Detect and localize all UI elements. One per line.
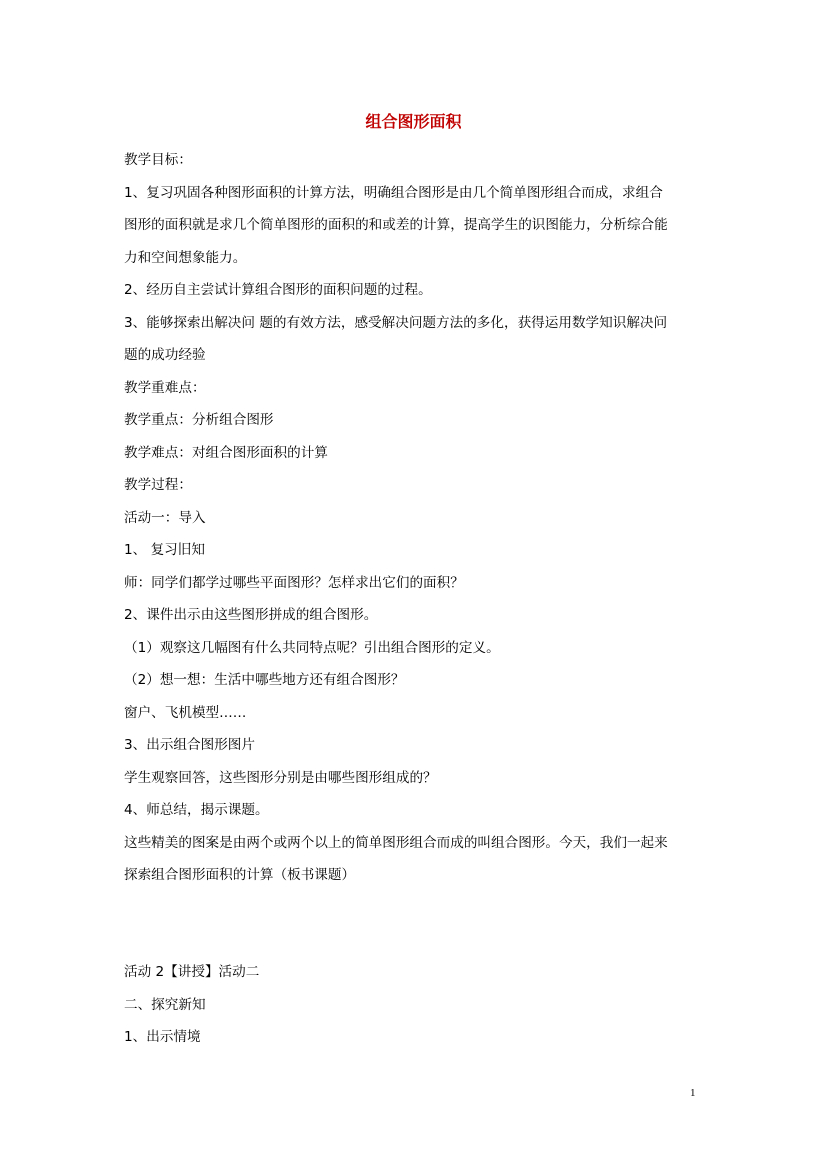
definition-line-2: 探索组合图形面积的计算（板书课题）	[124, 867, 356, 883]
goal-2: 2、经历自主尝试计算组合图形的面积问题的过程。	[124, 282, 432, 298]
goal-1-line-1: 1、复习巩固各种图形面积的计算方法，明确组合图形是由几个简单图形组合而成，求组合	[124, 185, 663, 201]
activity-one-heading: 活动一：导入	[124, 510, 206, 526]
teacher-summary-step: 4、师总结，揭示课题。	[124, 802, 269, 818]
definition-line-1: 这些精美的图案是由两个或两个以上的简单图形组合而成的叫组合图形。今天，我们一起来	[124, 835, 668, 851]
goal-1-line-2: 图形的面积就是求几个简单图形的面积的和或差的计算，提高学生的识图能力，分析综合能	[124, 217, 668, 233]
student-answer-line: 学生观察回答，这些图形分别是由哪些图形组成的？	[124, 770, 437, 786]
document-title: 组合图形面积	[365, 112, 462, 131]
heading-teaching-process: 教学过程：	[124, 477, 192, 493]
difficult-point: 教学难点：对组合图形面积的计算	[124, 445, 328, 461]
key-point: 教学重点：分析组合图形	[124, 412, 274, 428]
heading-key-difficult-points: 教学重难点：	[124, 380, 206, 396]
goal-1-line-3: 力和空间想象能力。	[124, 250, 247, 266]
teacher-question: 师：同学们都学过哪些平面图形？怎样求出它们的面积？	[124, 575, 464, 591]
show-pictures-step: 3、出示组合图形图片	[124, 737, 255, 753]
heading-teaching-goals: 教学目标：	[124, 152, 192, 168]
page-number: 1	[690, 1087, 696, 1099]
think-step: （2）想一想：生活中哪些地方还有组合图形？	[124, 672, 405, 688]
courseware-step: 2、课件出示由这些图形拼成的组合图形。	[124, 607, 378, 623]
show-situation-step: 1、出示情境	[124, 1029, 201, 1045]
explore-new-knowledge-heading: 二、探究新知	[124, 997, 206, 1013]
goal-3-line-1: 3、能够探索出解决问 题的有效方法，感受解决问题方法的多化，获得运用数学知识解决问	[124, 315, 668, 331]
activity-two-heading: 活动 2【讲授】活动二	[124, 964, 260, 980]
goal-3-line-2: 题的成功经验	[124, 347, 206, 363]
observe-step: （1）观察这几幅图有什么共同特点呢？引出组合图形的定义。	[124, 640, 500, 656]
examples-line: 窗户、飞机模型……	[124, 705, 247, 721]
review-old-knowledge: 1、 复习旧知	[124, 542, 205, 558]
